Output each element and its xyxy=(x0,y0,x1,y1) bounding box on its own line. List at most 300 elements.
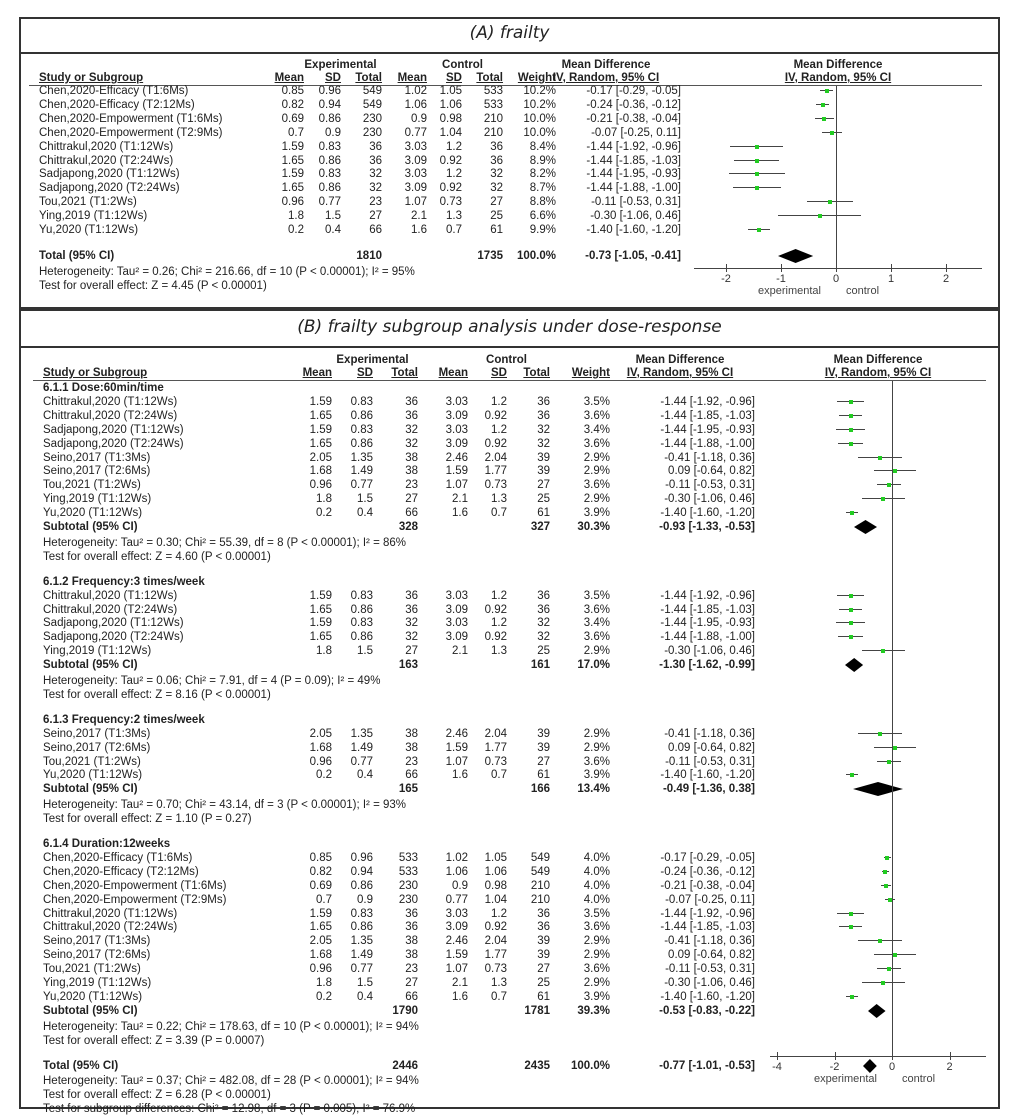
cell-c-sd: 0.92 xyxy=(484,921,507,934)
point-estimate-marker xyxy=(849,621,853,625)
cell-ci: -1.44 [-1.92, -0.96] xyxy=(660,589,755,602)
cell-c-total: 61 xyxy=(490,224,503,236)
study-name: Chen,2020-Efficacy (T2:12Ms) xyxy=(43,865,199,878)
cell-c-mean: 3.03 xyxy=(445,423,468,436)
x-axis-tick-label: 2 xyxy=(946,1061,953,1073)
cell-ci: -0.11 [-0.53, 0.31] xyxy=(591,196,681,209)
cell-e-sd: 0.4 xyxy=(357,990,373,1003)
cell-c-mean: 2.46 xyxy=(445,935,468,948)
header-underline xyxy=(33,380,986,381)
study-name: Chen,2020-Empowerment (T1:6Ms) xyxy=(43,879,227,892)
cell-e-mean: 0.82 xyxy=(281,98,304,111)
point-estimate-marker xyxy=(755,186,759,190)
cell-e-total: 38 xyxy=(405,949,418,962)
cell-e-total: 32 xyxy=(369,168,382,181)
cell-c-total: 25 xyxy=(490,210,503,223)
cell-weight: 3.6% xyxy=(583,921,610,934)
heterogeneity-text: Heterogeneity: Tau² = 0.37; Chi² = 482.08, df = 28 (P < 0.00001); I² = 94% xyxy=(43,1075,419,1088)
favours-experimental-label: experimental xyxy=(758,285,821,297)
cell-c-total: 210 xyxy=(530,879,550,892)
cell-c-mean: 1.07 xyxy=(404,196,427,209)
cell-c-sd: 0.73 xyxy=(484,963,507,976)
cell-weight: 10.0% xyxy=(523,126,556,139)
cell-ci: 0.09 [-0.64, 0.82] xyxy=(668,741,755,754)
cell-e-mean: 0.82 xyxy=(309,865,332,878)
cell-c-mean: 1.02 xyxy=(445,851,468,864)
cell-c-mean: 1.59 xyxy=(445,465,468,478)
cell-c-total: 327 xyxy=(530,521,550,533)
cell-c-mean: 2.1 xyxy=(452,977,468,989)
total-label: Subtotal (95% CI) xyxy=(43,783,138,796)
cell-weight: 4.0% xyxy=(583,865,610,878)
cell-ci: -0.41 [-1.18, 0.36] xyxy=(664,727,755,740)
cell-c-sd: 1.2 xyxy=(491,423,507,436)
cell-weight: 100.0% xyxy=(570,1059,610,1072)
cell-c-sd: 1.2 xyxy=(446,168,462,181)
x-axis-tick-label: 0 xyxy=(832,273,840,285)
cell-e-total: 32 xyxy=(405,423,418,436)
cell-ci: -0.93 [-1.33, -0.53] xyxy=(659,521,755,533)
overall-effect-text: Test for overall effect: Z = 4.45 (P < 0.00001) xyxy=(39,279,267,292)
col-header-total: Total xyxy=(476,72,503,84)
cell-e-sd: 0.96 xyxy=(350,851,373,864)
cell-weight: 13.4% xyxy=(577,783,610,796)
plot-title-header: Mean Difference xyxy=(833,354,923,366)
point-estimate-marker xyxy=(893,953,897,957)
study-name: Chen,2020-Efficacy (T1:6Ms) xyxy=(39,85,189,97)
favours-control-label: control xyxy=(902,1073,936,1085)
cell-e-mean: 0.7 xyxy=(288,126,304,139)
study-name: Chen,2020-Efficacy (T1:6Ms) xyxy=(43,851,193,864)
point-estimate-marker xyxy=(821,103,825,107)
cell-c-sd: 0.7 xyxy=(446,224,462,236)
cell-e-sd: 1.5 xyxy=(357,645,373,658)
cell-c-sd: 1.2 xyxy=(491,907,507,920)
cell-c-total: 39 xyxy=(537,949,550,962)
cell-e-sd: 1.5 xyxy=(357,977,373,989)
cell-c-total: 533 xyxy=(483,85,503,97)
x-axis-tick-label: -2 xyxy=(829,1061,840,1073)
study-name: Seino,2017 (T1:3Ms) xyxy=(43,451,151,464)
cell-c-total: 36 xyxy=(490,140,503,153)
x-axis xyxy=(694,268,982,269)
cell-weight: 9.9% xyxy=(529,224,556,236)
cell-c-sd: 0.92 xyxy=(439,182,462,195)
cell-weight: 10.2% xyxy=(523,85,556,97)
heterogeneity-text: Heterogeneity: Tau² = 0.26; Chi² = 216.66, df = 10 (P < 0.00001); I² = 95% xyxy=(39,265,415,278)
heterogeneity-text: Heterogeneity: Tau² = 0.22; Chi² = 178.63, df = 10 (P < 0.00001); I² = 94% xyxy=(43,1020,419,1033)
cell-ci: -0.53 [-0.83, -0.22] xyxy=(659,1004,755,1017)
cell-c-sd: 0.92 xyxy=(484,437,507,450)
cell-c-mean: 3.09 xyxy=(445,921,468,934)
point-estimate-marker xyxy=(849,442,853,446)
cell-c-total: 27 xyxy=(490,196,503,209)
cell-c-total: 61 xyxy=(537,507,550,520)
cell-e-total: 32 xyxy=(369,182,382,195)
cell-ci: -0.24 [-0.36, -0.12] xyxy=(586,98,681,111)
cell-c-mean: 3.03 xyxy=(404,140,427,153)
point-estimate-marker xyxy=(887,483,891,487)
panel-b-title: (B) frailty subgroup analysis under dose-response xyxy=(297,317,722,337)
cell-c-total: 32 xyxy=(537,423,550,436)
cell-e-sd: 1.49 xyxy=(350,949,373,962)
cell-weight: 2.9% xyxy=(583,935,610,948)
cell-c-mean: 1.07 xyxy=(445,755,468,768)
cell-ci: -0.41 [-1.18, 0.36] xyxy=(664,935,755,948)
cell-e-total: 36 xyxy=(405,589,418,602)
col-header-mean: Mean xyxy=(438,367,468,379)
cell-ci: -0.07 [-0.25, 0.11] xyxy=(591,126,681,139)
heterogeneity-text: Heterogeneity: Tau² = 0.70; Chi² = 43.14, df = 3 (P < 0.00001); I² = 93% xyxy=(43,799,407,812)
point-estimate-marker xyxy=(883,870,887,874)
x-axis-tick xyxy=(777,1052,778,1060)
cell-e-sd: 1.35 xyxy=(350,451,373,464)
cell-e-mean: 0.2 xyxy=(288,224,304,236)
study-name: Chittrakul,2020 (T2:24Ws) xyxy=(43,921,178,934)
cell-c-mean: 3.09 xyxy=(404,182,427,195)
cell-c-mean: 1.06 xyxy=(445,865,468,878)
favours-control-label: control xyxy=(846,285,880,297)
total-label: Subtotal (95% CI) xyxy=(43,1004,138,1017)
pooled-estimate-diamond xyxy=(844,658,864,672)
cell-e-sd: 0.94 xyxy=(350,865,373,878)
cell-e-mean: 1.65 xyxy=(281,182,304,195)
cell-ci: -0.21 [-0.38, -0.04] xyxy=(586,112,681,125)
point-estimate-marker xyxy=(850,995,854,999)
study-name: Chittrakul,2020 (T1:12Ws) xyxy=(43,395,178,408)
cell-ci: -0.21 [-0.38, -0.04] xyxy=(660,879,755,892)
cell-ci: -0.30 [-1.06, 0.46] xyxy=(664,977,755,989)
point-estimate-marker xyxy=(849,635,853,639)
point-estimate-marker xyxy=(850,511,854,515)
cell-c-total: 32 xyxy=(537,631,550,644)
cell-ci: -1.44 [-1.85, -1.03] xyxy=(586,154,681,167)
cell-e-sd: 0.9 xyxy=(357,893,373,906)
cell-ci: -1.44 [-1.88, -1.00] xyxy=(660,437,755,450)
point-estimate-marker xyxy=(755,145,759,149)
x-axis-tick-label: -1 xyxy=(776,273,786,285)
cell-c-mean: 1.6 xyxy=(452,507,468,520)
cell-e-total: 23 xyxy=(405,479,418,492)
cell-ci: -1.44 [-1.95, -0.93] xyxy=(660,617,755,630)
cell-ci: -0.17 [-0.29, -0.05] xyxy=(586,85,681,97)
study-name: Sadjapong,2020 (T2:24Ws) xyxy=(43,437,184,450)
cell-e-total: 36 xyxy=(405,395,418,408)
cell-e-sd: 0.86 xyxy=(318,154,341,167)
cell-e-sd: 0.9 xyxy=(325,126,341,139)
cell-c-sd: 1.3 xyxy=(491,493,507,506)
cell-c-sd: 0.98 xyxy=(484,879,507,892)
cell-e-sd: 0.83 xyxy=(318,168,341,181)
x-axis-tick xyxy=(781,264,782,272)
cell-ci: -1.40 [-1.60, -1.20] xyxy=(660,507,755,520)
pooled-estimate-diamond xyxy=(862,1059,878,1073)
cell-weight: 10.2% xyxy=(523,98,556,111)
cell-e-sd: 0.86 xyxy=(350,437,373,450)
cell-c-sd: 0.92 xyxy=(484,409,507,422)
cell-e-sd: 0.83 xyxy=(350,395,373,408)
cell-c-total: 549 xyxy=(530,851,550,864)
control-header: Control xyxy=(486,354,527,366)
cell-e-total: 230 xyxy=(362,126,382,139)
cell-c-total: 210 xyxy=(530,893,550,906)
study-name: Yu,2020 (T1:12Ws) xyxy=(43,769,143,782)
cell-e-total: 230 xyxy=(362,112,382,125)
cell-e-sd: 0.86 xyxy=(318,182,341,195)
cell-c-sd: 2.04 xyxy=(484,727,507,740)
cell-c-mean: 3.09 xyxy=(445,437,468,450)
cell-ci: -1.30 [-1.62, -0.99] xyxy=(659,659,755,672)
total-label: Total (95% CI) xyxy=(39,249,115,262)
subgroup-heading: 6.1.2 Frequency:3 times/week xyxy=(43,575,205,588)
cell-e-sd: 0.77 xyxy=(350,479,373,492)
cell-e-mean: 1.65 xyxy=(309,437,332,450)
cell-e-mean: 0.96 xyxy=(281,196,304,209)
cell-e-sd: 0.86 xyxy=(350,921,373,934)
cell-ci: -1.44 [-1.95, -0.93] xyxy=(660,423,755,436)
x-axis-tick xyxy=(950,1052,951,1060)
study-name: Chen,2020-Empowerment (T1:6Ms) xyxy=(39,112,223,125)
cell-e-sd: 0.4 xyxy=(325,224,341,236)
cell-c-total: 210 xyxy=(483,112,503,125)
col-header-total: Total xyxy=(355,72,382,84)
x-axis-tick-label: 1 xyxy=(887,273,895,285)
cell-e-total: 230 xyxy=(398,893,418,906)
experimental-header: Experimental xyxy=(336,354,409,366)
cell-weight: 3.5% xyxy=(583,907,610,920)
study-name: Sadjapong,2020 (T1:12Ws) xyxy=(43,423,184,436)
cell-e-sd: 0.86 xyxy=(350,603,373,616)
study-name: Tou,2021 (T1:2Ws) xyxy=(43,963,141,976)
cell-ci: 0.09 [-0.64, 0.82] xyxy=(668,949,755,962)
overall-effect-text: Test for overall effect: Z = 8.16 (P < 0.00001) xyxy=(43,688,271,701)
study-header: Study or Subgroup xyxy=(43,367,148,379)
point-estimate-marker xyxy=(881,981,885,985)
md-title-header: Mean Difference xyxy=(635,354,725,366)
cell-ci: -0.41 [-1.18, 0.36] xyxy=(664,451,755,464)
cell-e-mean: 0.96 xyxy=(309,963,332,976)
cell-ci: -0.11 [-0.53, 0.31] xyxy=(665,479,755,492)
cell-c-sd: 1.2 xyxy=(491,589,507,602)
cell-c-mean: 3.03 xyxy=(445,589,468,602)
experimental-header: Experimental xyxy=(304,59,377,71)
cell-e-total: 36 xyxy=(405,409,418,422)
pooled-estimate-diamond xyxy=(853,520,878,534)
cell-e-mean: 2.05 xyxy=(309,727,332,740)
col-header-sd: SD xyxy=(325,72,341,84)
plot-method-header: IV, Random, 95% CI xyxy=(784,72,892,84)
cell-c-total: 36 xyxy=(537,589,550,602)
cell-weight: 3.4% xyxy=(583,423,610,436)
study-name: Sadjapong,2020 (T1:12Ws) xyxy=(43,617,184,630)
cell-c-sd: 1.04 xyxy=(484,893,507,906)
cell-c-sd: 0.7 xyxy=(491,990,507,1003)
cell-c-total: 61 xyxy=(537,769,550,782)
cell-e-mean: 1.59 xyxy=(309,395,332,408)
point-estimate-marker xyxy=(893,469,897,473)
cell-e-mean: 0.96 xyxy=(309,479,332,492)
cell-e-mean: 1.65 xyxy=(309,631,332,644)
cell-c-sd: 1.77 xyxy=(484,465,507,478)
cell-e-sd: 0.77 xyxy=(350,963,373,976)
cell-e-sd: 1.35 xyxy=(350,727,373,740)
point-estimate-marker xyxy=(822,117,826,121)
cell-e-total: 328 xyxy=(398,521,418,533)
point-estimate-marker xyxy=(818,214,822,218)
overall-effect-text: Test for overall effect: Z = 4.60 (P < 0.00001) xyxy=(43,550,271,563)
cell-weight: 2.9% xyxy=(583,741,610,754)
cell-c-sd: 0.7 xyxy=(491,507,507,520)
cell-c-total: 25 xyxy=(537,645,550,658)
study-name: Ying,2019 (T1:12Ws) xyxy=(43,493,152,506)
cell-ci: -1.44 [-1.85, -1.03] xyxy=(660,921,755,934)
point-estimate-marker xyxy=(878,732,882,736)
cell-c-sd: 1.77 xyxy=(484,949,507,962)
pooled-estimate-diamond xyxy=(777,249,814,263)
cell-c-mean: 1.07 xyxy=(445,479,468,492)
cell-e-total: 533 xyxy=(398,851,418,864)
cell-e-total: 23 xyxy=(369,196,382,209)
cell-e-total: 38 xyxy=(405,727,418,740)
cell-c-sd: 1.77 xyxy=(484,741,507,754)
cell-c-total: 61 xyxy=(537,990,550,1003)
cell-e-total: 27 xyxy=(405,645,418,658)
cell-e-sd: 0.86 xyxy=(350,409,373,422)
cell-ci: -1.44 [-1.85, -1.03] xyxy=(660,603,755,616)
cell-c-mean: 3.03 xyxy=(445,395,468,408)
cell-e-mean: 2.05 xyxy=(309,451,332,464)
cell-ci: -0.30 [-1.06, 0.46] xyxy=(590,210,681,223)
cell-c-total: 36 xyxy=(537,409,550,422)
cell-c-sd: 0.98 xyxy=(439,112,462,125)
cell-c-mean: 1.6 xyxy=(452,990,468,1003)
cell-e-sd: 0.83 xyxy=(318,140,341,153)
cell-e-total: 1790 xyxy=(392,1004,418,1017)
cell-c-sd: 0.7 xyxy=(491,769,507,782)
panel-b-title-divider xyxy=(19,346,1000,348)
cell-e-mean: 0.69 xyxy=(309,879,332,892)
cell-weight: 6.6% xyxy=(529,210,556,223)
cell-ci: -1.44 [-1.92, -0.96] xyxy=(660,907,755,920)
cell-e-mean: 1.8 xyxy=(288,210,304,223)
cell-weight: 3.4% xyxy=(583,617,610,630)
study-name: Seino,2017 (T2:6Ms) xyxy=(43,741,151,754)
study-name: Chittrakul,2020 (T1:12Ws) xyxy=(43,589,178,602)
cell-e-total: 36 xyxy=(405,907,418,920)
study-name: Chen,2020-Empowerment (T2:9Ms) xyxy=(39,126,223,139)
cell-e-total: 66 xyxy=(369,224,382,236)
cell-c-sd: 1.06 xyxy=(484,865,507,878)
study-name: Sadjapong,2020 (T1:12Ws) xyxy=(39,168,180,181)
study-name: Yu,2020 (T1:12Ws) xyxy=(43,507,143,520)
study-name: Ying,2019 (T1:12Ws) xyxy=(39,210,148,223)
study-name: Chittrakul,2020 (T2:24Ws) xyxy=(39,154,174,167)
cell-ci: -1.44 [-1.88, -1.00] xyxy=(586,182,681,195)
heterogeneity-text: Heterogeneity: Tau² = 0.06; Chi² = 7.91, df = 4 (P = 0.09); I² = 49% xyxy=(43,675,381,687)
study-name: Seino,2017 (T1:3Ms) xyxy=(43,727,151,740)
point-estimate-marker xyxy=(849,912,853,916)
point-estimate-marker xyxy=(878,939,882,943)
cell-ci: -0.11 [-0.53, 0.31] xyxy=(665,963,755,976)
cell-c-mean: 2.1 xyxy=(452,645,468,658)
cell-e-sd: 0.86 xyxy=(350,631,373,644)
cell-c-total: 36 xyxy=(537,907,550,920)
cell-c-mean: 0.77 xyxy=(445,893,468,906)
study-name: Yu,2020 (T1:12Ws) xyxy=(39,224,139,236)
cell-c-mean: 2.1 xyxy=(411,210,427,223)
cell-ci: -0.07 [-0.25, 0.11] xyxy=(665,893,755,906)
cell-c-total: 32 xyxy=(537,437,550,450)
cell-weight: 8.8% xyxy=(529,196,556,209)
cell-c-sd: 1.3 xyxy=(491,977,507,989)
cell-c-mean: 0.77 xyxy=(404,126,427,139)
cell-c-total: 32 xyxy=(490,182,503,195)
control-header: Control xyxy=(442,59,483,71)
cell-c-total: 166 xyxy=(530,783,550,796)
point-estimate-marker xyxy=(849,608,853,612)
cell-e-total: 66 xyxy=(405,507,418,520)
subgroup-difference-text: Test for subgroup differences: Chi² = 12.98, df = 3 (P = 0.005), I² = 76.9% xyxy=(43,1103,416,1116)
cell-e-sd: 1.49 xyxy=(350,741,373,754)
cell-c-total: 1781 xyxy=(524,1004,550,1017)
cell-e-sd: 0.86 xyxy=(318,112,341,125)
cell-c-mean: 3.03 xyxy=(445,907,468,920)
cell-ci: -0.17 [-0.29, -0.05] xyxy=(660,851,755,864)
point-estimate-marker xyxy=(893,746,897,750)
cell-e-total: 27 xyxy=(405,977,418,989)
cell-weight: 2.9% xyxy=(583,493,610,506)
cell-weight: 39.3% xyxy=(577,1004,610,1017)
cell-c-total: 25 xyxy=(537,493,550,506)
cell-weight: 2.9% xyxy=(583,949,610,962)
cell-e-mean: 0.2 xyxy=(316,769,332,782)
cell-e-mean: 0.96 xyxy=(309,755,332,768)
cell-c-sd: 0.73 xyxy=(484,479,507,492)
x-axis-tick xyxy=(891,264,892,272)
cell-e-mean: 1.8 xyxy=(316,493,332,506)
cell-weight: 100.0% xyxy=(516,249,556,262)
cell-e-mean: 1.59 xyxy=(281,168,304,181)
study-name: Chittrakul,2020 (T1:12Ws) xyxy=(39,140,174,153)
cell-e-total: 38 xyxy=(405,741,418,754)
cell-c-total: 210 xyxy=(483,126,503,139)
col-header-mean: Mean xyxy=(274,72,304,84)
cell-c-sd: 1.2 xyxy=(446,140,462,153)
cell-c-sd: 1.2 xyxy=(491,395,507,408)
cell-ci: -1.40 [-1.60, -1.20] xyxy=(586,224,681,236)
cell-c-sd: 0.92 xyxy=(439,154,462,167)
col-header-total: Total xyxy=(391,367,418,379)
study-header: Study or Subgroup xyxy=(39,72,144,84)
cell-e-sd: 0.83 xyxy=(350,423,373,436)
cell-weight: 3.6% xyxy=(583,409,610,422)
study-name: Tou,2021 (T1:2Ws) xyxy=(43,479,141,492)
cell-c-mean: 1.59 xyxy=(445,949,468,962)
cell-e-total: 27 xyxy=(369,210,382,223)
cell-e-total: 23 xyxy=(405,755,418,768)
point-estimate-marker xyxy=(830,131,834,135)
subgroup-heading: 6.1.4 Duration:12weeks xyxy=(43,838,171,850)
point-estimate-marker xyxy=(881,497,885,501)
cell-e-mean: 0.85 xyxy=(281,85,304,97)
study-name: Ying,2019 (T1:12Ws) xyxy=(43,645,152,658)
cell-c-sd: 1.06 xyxy=(439,98,462,111)
cell-c-total: 39 xyxy=(537,451,550,464)
point-estimate-marker xyxy=(849,594,853,598)
plot-title-header: Mean Difference xyxy=(793,59,883,71)
col-header-weight: Weight xyxy=(517,72,556,84)
cell-e-mean: 1.59 xyxy=(309,423,332,436)
